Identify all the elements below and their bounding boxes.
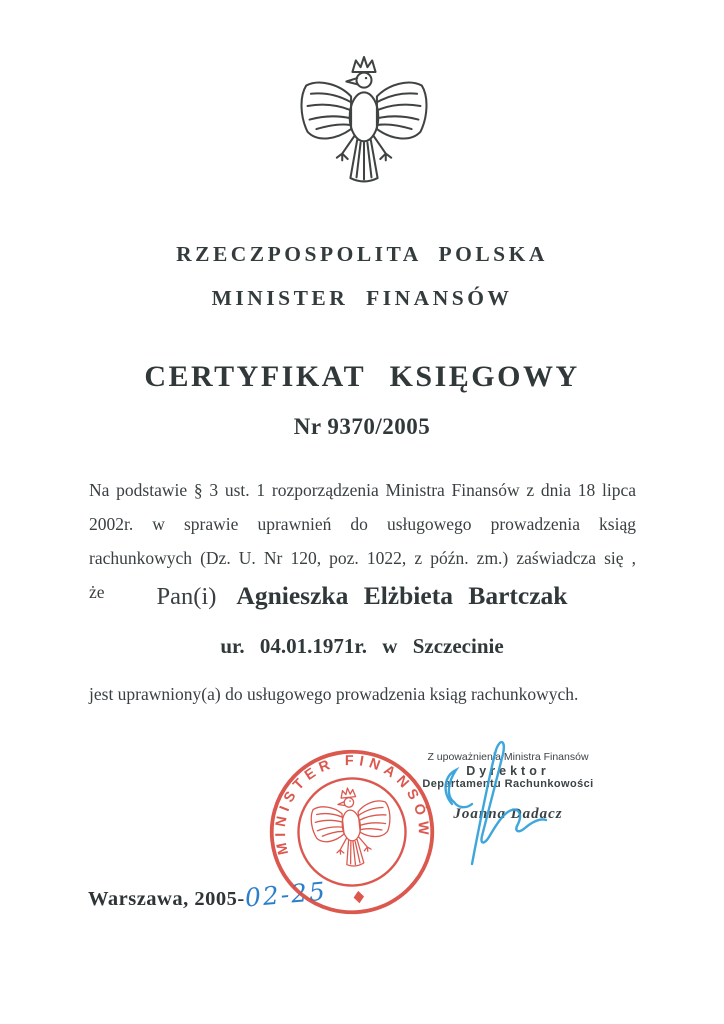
holder-name-line	[0, 581, 724, 611]
legal-basis-paragraph: Na podstawie § 3 ust. 1 rozporządzenia Ministra Finansów z dnia 18 lipca 2002r. w sprawie uprawnień do usługowego prowadzenia ksiąg rachunkowych (Dz. U. Nr 120, poz. 1022, z późn. zm.) zaświadcza się , że	[89, 480, 636, 602]
holder-name: Agnieszka Elżbieta Bartczak	[236, 581, 568, 610]
issuer-title: MINISTER FINANSÓW	[211, 286, 513, 310]
date-printed: Warszawa, 2005-	[88, 888, 245, 910]
stamp-ring-text: MINISTER FINANSÓW	[272, 753, 432, 857]
birth-line: ur. 04.01.1971r. w Szczecinie	[220, 634, 504, 658]
signer-department: Departamentu Rachunkowości	[422, 778, 594, 790]
authority-line: Z upoważnienia Ministra Finansów	[427, 751, 589, 763]
entitlement-line: jest uprawniony(a) do usługowego prowadzenia ksiąg rachunkowych.	[89, 684, 579, 704]
signer-role: Dyrektor	[466, 764, 550, 778]
stamp-diamond-icon	[353, 890, 365, 903]
signer-name: Joanna Dadacz	[453, 806, 563, 822]
country-title: RZECZPOSPOLITA POLSKA	[176, 242, 548, 266]
certificate-number: Nr 9370/2005	[293, 414, 431, 439]
signature-scribble	[432, 732, 562, 882]
stamp-eagle-icon	[308, 784, 394, 870]
date-handwritten: 02-25	[243, 876, 328, 913]
certificate-title: CERTYFIKAT KSIĘGOWY	[144, 360, 580, 393]
polish-eagle-emblem	[296, 52, 432, 198]
salutation: Pan(i)	[156, 583, 217, 610]
